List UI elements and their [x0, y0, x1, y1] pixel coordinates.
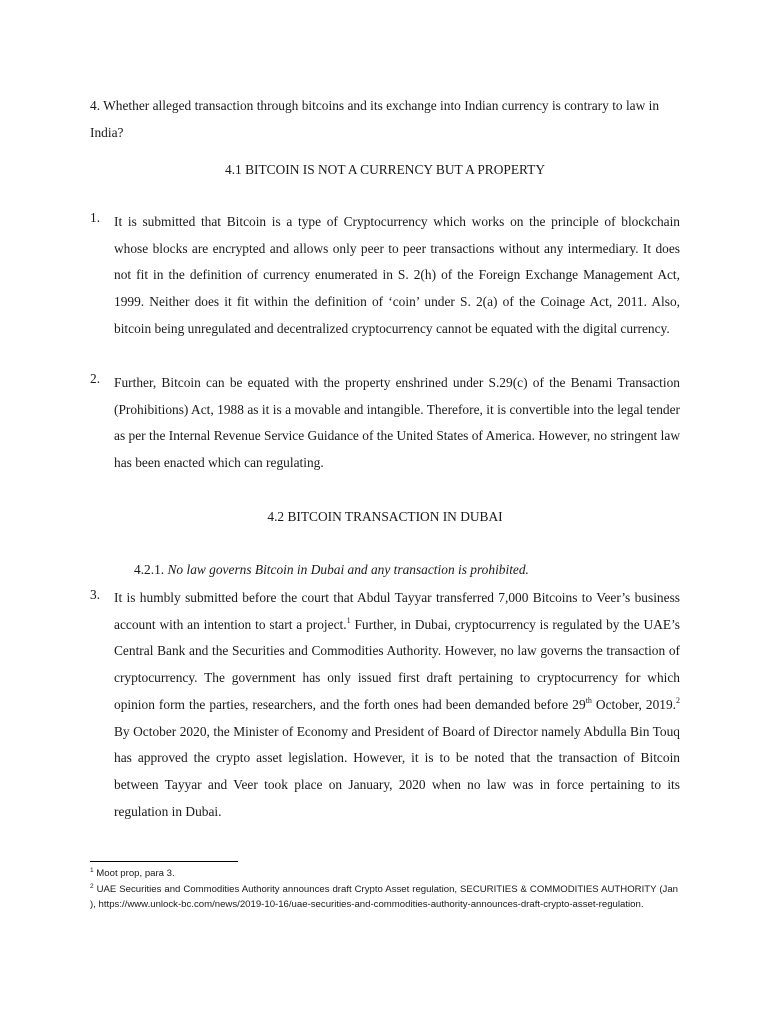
footnote-mark: 2: [90, 883, 94, 890]
question-text: 4. Whether alleged transaction through bitcoins and its exchange into Indian currency is contrary to law in India?: [90, 98, 660, 140]
paragraph-text: Further, Bitcoin can be equated with the property enshrined under S.29(c) of the Benami Transaction (Prohibitions) Act, 1988 as it is a movable and intangible. Therefore, it is convertible into the legal tender as per the Internal Revenue Service Guidance of the United States of America. However, no stringent law has been enacted which can regulating.: [114, 375, 680, 471]
section-heading-4-1: 4.1 BITCOIN IS NOT A CURRENCY BUT A PROPERTY: [225, 162, 545, 177]
footnote-ref-2[interactable]: 2: [676, 695, 680, 705]
footnote-divider: [90, 861, 238, 862]
footnote-text: Moot prop, para 3.: [93, 868, 175, 879]
paragraph-number: 1.: [90, 210, 101, 225]
section-heading-4-2: 4.2 BITCOIN TRANSACTION IN DUBAI: [267, 509, 503, 524]
footnote-2: [90, 882, 678, 912]
subheading-4-2-1: [134, 560, 529, 580]
footnote-1: [90, 866, 678, 881]
paragraph-number: 3.: [90, 587, 101, 602]
paragraph-text: [114, 585, 680, 825]
ordinal-suffix: th: [585, 695, 592, 705]
footnote-ref-1[interactable]: 1: [346, 615, 351, 625]
subheading-number: 4.2.1.: [134, 562, 165, 577]
paragraph-text-part: October, 2019.: [591, 696, 676, 712]
paragraph-text-part: By October 2020, the Minister of Economy and President of Board of Director namely Abdulla Bin Touq has approved the crypto asset legislation. However, it is to be noted that the transaction of Bitcoin between Tayyar and Veer took place on January, 2020 when no law was in force pertaining to its regulation in Dubai.: [114, 723, 680, 819]
paragraph-number: 2.: [90, 371, 101, 386]
footnote-mark: 1: [90, 867, 94, 874]
paragraph-text-part: It is humbly submitted before the court that Abdul Tayyar transferred 7,000 Bitcoins to Veer’s business account with an intention to start a project.: [114, 590, 680, 632]
subheading-text: No law governs Bitcoin in Dubai and any transaction is prohibited.: [167, 562, 529, 577]
footnote-text[interactable]: UAE Securities and Commodities Authority announces draft Crypto Asset regulation, SECURITIES & COMMODITIES AUTHORITY (Jan ), https://www.unlock-bc.com/news/2019-10-16/uae-securities-and-commodities-authority-announces-draft-crypto-asset-regulation.: [90, 884, 678, 910]
paragraph-text-part: Further, in Dubai, cryptocurrency is regulated by the UAE’s Central Bank and the Securities and Commodities Authority. However, no law governs the transaction of cryptocurrency. The government has only issued first draft pertaining to cryptocurrency for which opinion form the parties, researchers, and the forth ones had been demanded before 29: [114, 616, 681, 712]
paragraph-text: It is submitted that Bitcoin is a type of Cryptocurrency which works on the principle of blockchain whose blocks are encrypted and allows only peer to peer transactions without any intermediary. It does not fit in the definition of currency enumerated in S. 2(h) of the Foreign Exchange Management Act, 1999. Neither does it fit within the definition of ‘coin’ under S. 2(a) of the Coinage Act, 2011. Also, bitcoin being unregulated and decentralized cryptocurrency cannot be equated with the digital currency.: [114, 214, 680, 336]
